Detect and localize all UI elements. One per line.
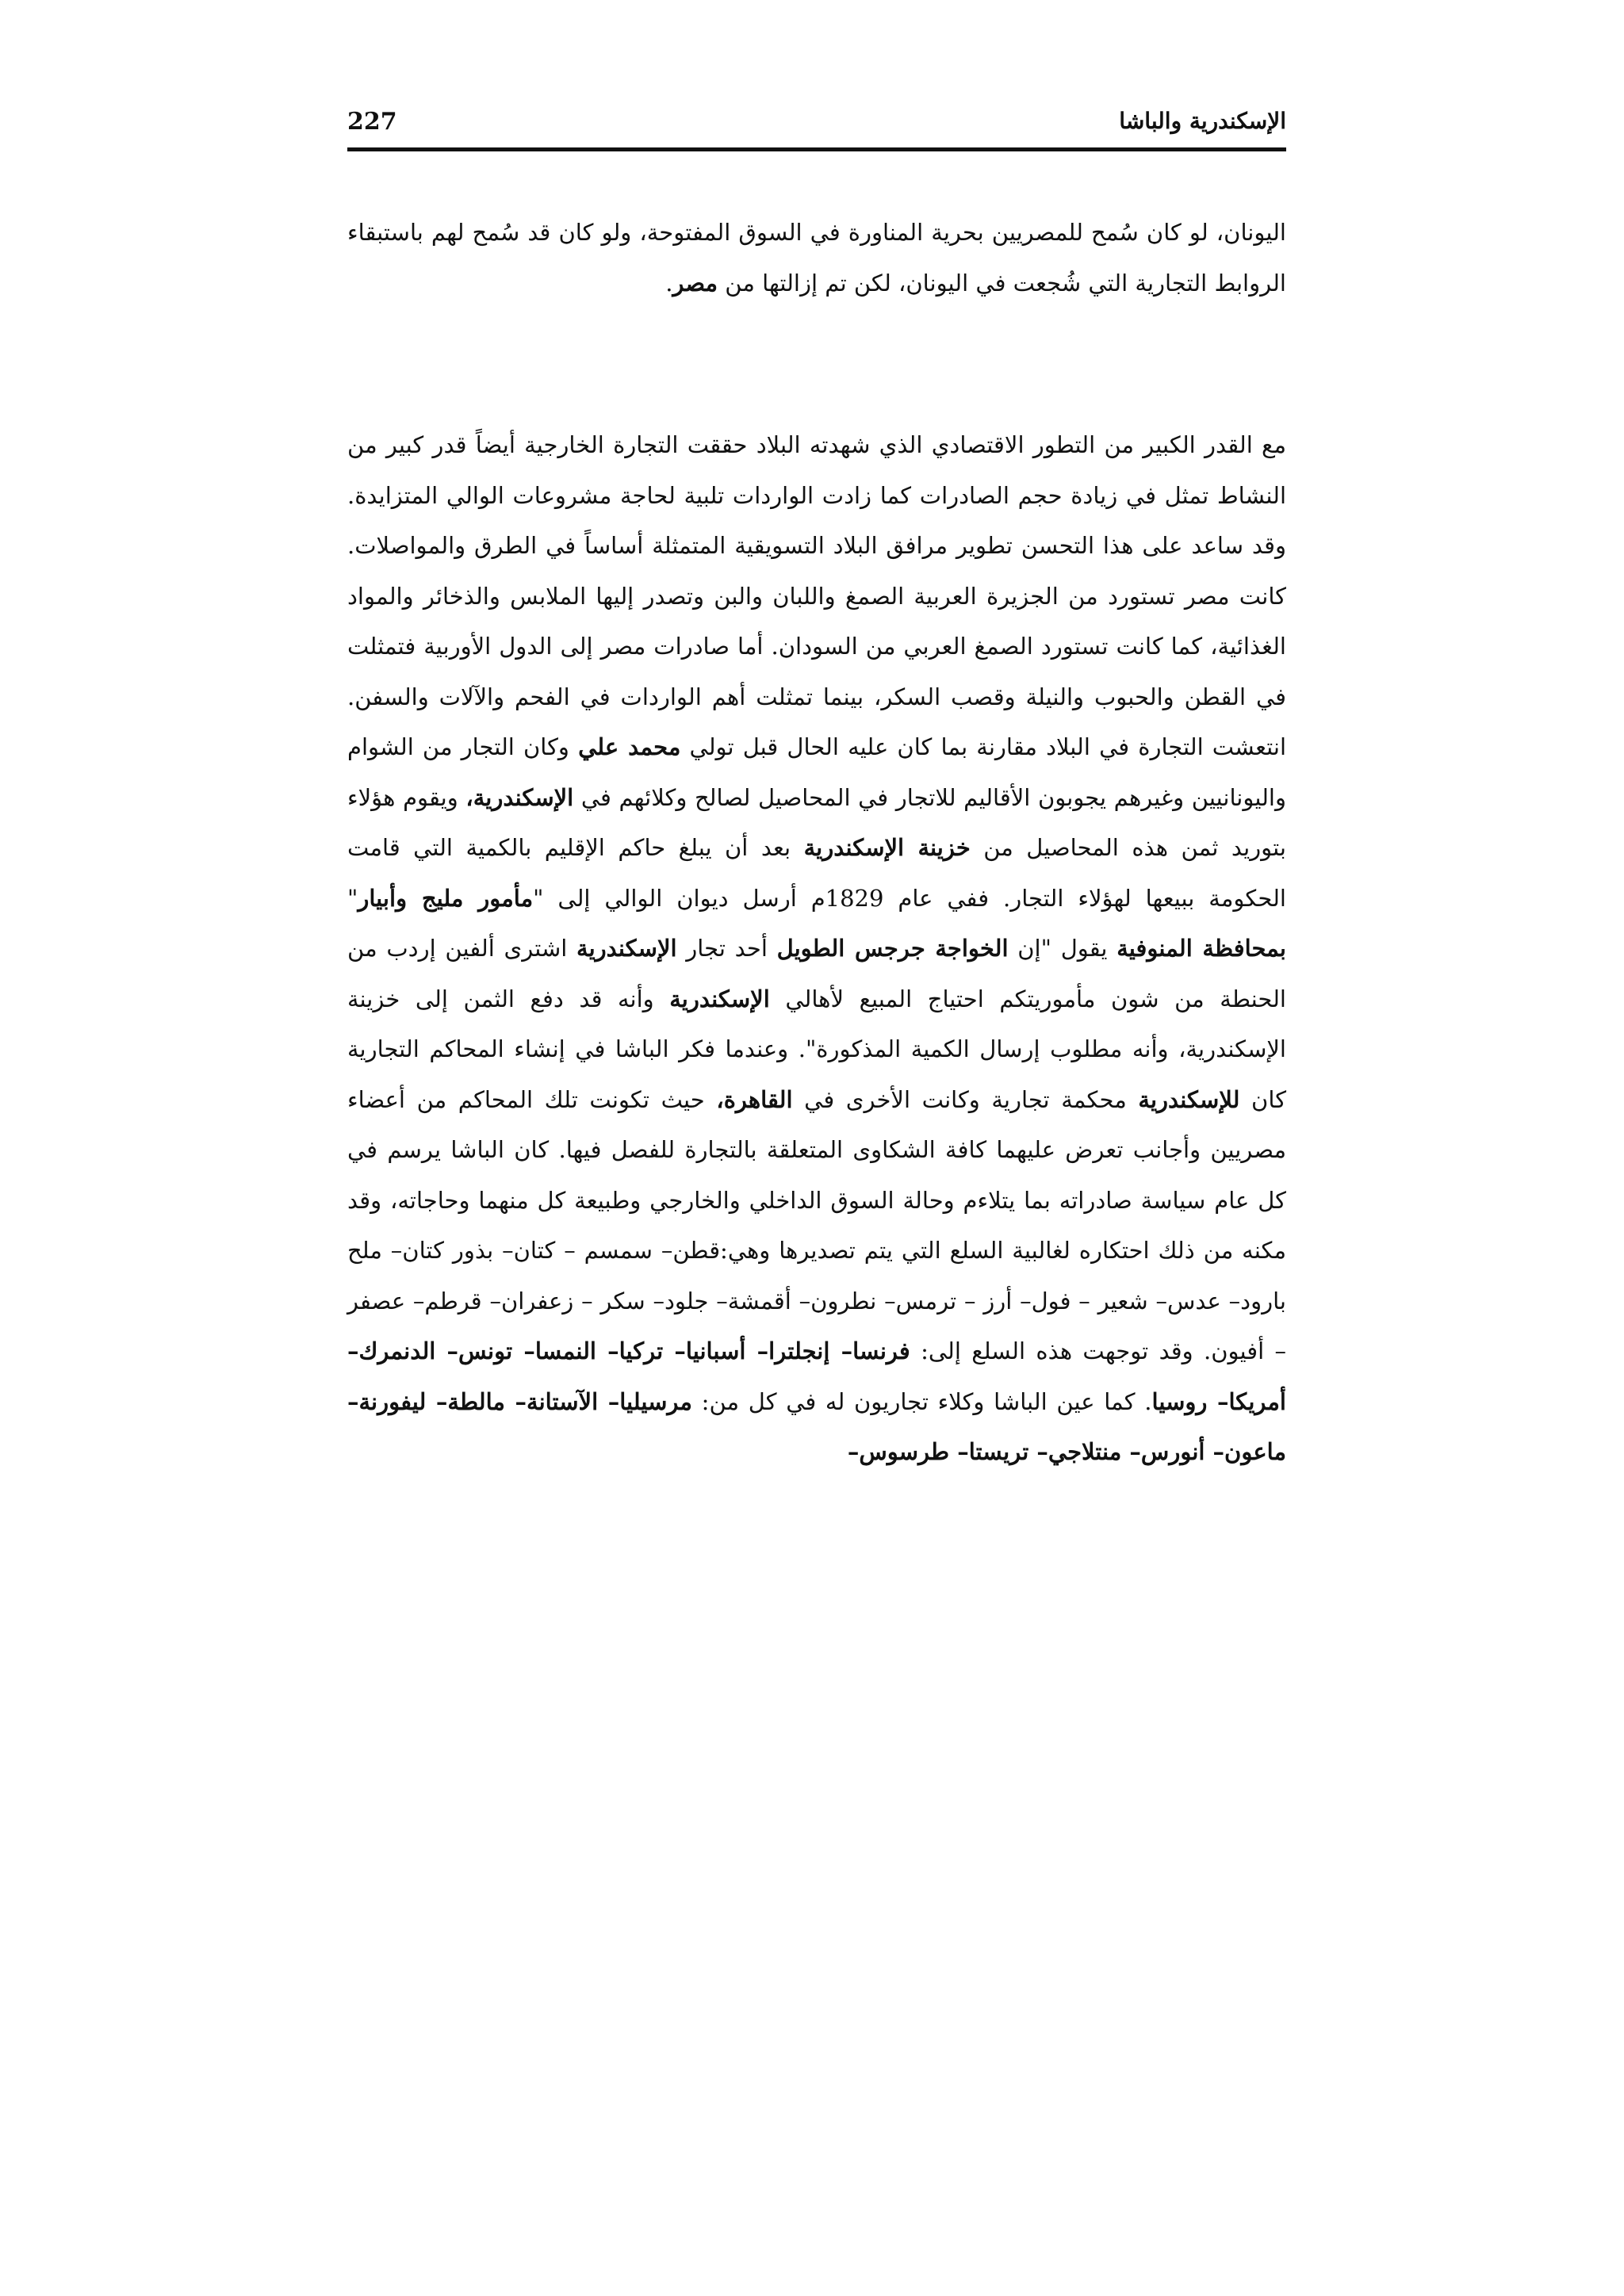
- bold-term-cities: مرسيليا– الآستانة– مالطة– ليفورنة– ماعون– أنورس– منتلاجي– تريستا– طرسوس–: [347, 1387, 1286, 1465]
- text-span: وأنه قد دفع الثمن إلى خزينة الإسكندرية، وأنه مطلوب إرسال الكمية المذكورة". وعندما فكر الباشا في إنشاء المحاكم التجارية كان: [347, 985, 1286, 1113]
- bold-term: الخواجة جرجس الطويل: [776, 935, 1009, 962]
- text-span: محكمة تجارية وكانت الأخرى في: [792, 1085, 1139, 1113]
- bold-term: القاهرة،: [716, 1085, 793, 1113]
- text-span: بعد أن يبلغ حاكم الإقليم بالكمية التي قامت الحكومة ببيعها لهؤلاء التجار. ففي عام 1829م أرسل ديوان الوالي إلى ": [347, 834, 1286, 912]
- page-header: [347, 101, 1286, 149]
- intro-paragraph-text: [347, 208, 1286, 308]
- bold-term: الإسكندرية: [669, 985, 770, 1012]
- running-title: الإسكندرية والباشا: [1119, 108, 1286, 134]
- bold-term: خزينة الإسكندرية: [803, 834, 971, 861]
- main-paragraph-text: [347, 420, 1286, 1478]
- text-span: ": [347, 884, 358, 912]
- text-span: ويقوم هؤلاء بتوريد ثمن هذه المحاصيل من: [347, 783, 1286, 861]
- bold-term: الإسكندرية: [576, 935, 677, 962]
- text-span: اشترى ألفين إردب من الحنطة من شون مأموريتكم احتياج المبيع لأهالي: [347, 935, 1286, 1012]
- bold-term: الإسكندرية،: [465, 783, 574, 811]
- header-rule: [347, 147, 1286, 151]
- text-span: .: [665, 269, 673, 297]
- page-number: 227: [347, 108, 397, 136]
- text-span: وكان التجار من الشوام واليونانيين وغيرهم يجوبون الأقاليم للاتجار في المحاصيل لصالح وكلائهم في: [347, 733, 1286, 811]
- text-span: مع القدر الكبير من التطور الاقتصادي الذي شهدته البلاد حققت التجارة الخارجية أيضاً قدر كبير من النشاط تمثل في زيادة حجم الصادرات كما زادت الواردات تلبية لحاجة مشروعات الوالي المتزايدة. وقد ساعد على هذا التحسن تطوير مرافق البلاد التسويقية المتمثلة أساساً في الطرق والمواصلات. كانت مصر تستورد من الجزيرة العربية الصمغ واللبان والبن وتصدر إليها الملابس والذخائر والمواد الغذائية، كما كانت تستورد الصمغ العربي من السودان. أما صادرات مصر إلى الدول الأوربية فتمثلت في القطن والحبوب والنيلة وقصب السكر، بينما تمثلت أهم الواردات في الفحم والآلات والسفن. انتعشت التجارة في البلاد مقارنة بما كان عليه الحال قبل تولي: [347, 431, 1287, 760]
- bold-term: مأمور مليج وأبيار: [358, 884, 534, 912]
- bold-term-egypt: مصر: [672, 269, 718, 297]
- text-span: اليونان، لو كان سُمح للمصريين بحرية المناورة في السوق المفتوحة، ولو كان قد سُمح لهم باستبقاء الروابط التجارية التي شُجعت في اليونان، لكن تم إزالتها من: [347, 219, 1286, 297]
- intro-paragraph: [347, 208, 1286, 308]
- bold-term: للإسكندرية: [1138, 1085, 1240, 1113]
- bold-term: محمد علي: [578, 733, 681, 760]
- bold-term: بمحافظة المنوفية: [1116, 935, 1286, 962]
- text-span: أحد تجار: [676, 935, 777, 962]
- bold-term-countries: فرنسا– إنجلترا– أسبانيا– تركيا– النمسا– تونس– الدنمرك– أمريكا– روسيا: [347, 1337, 1286, 1415]
- main-paragraph: [347, 420, 1286, 1478]
- text-span: يقول "إن: [1008, 935, 1117, 962]
- text-span: حيث تكونت تلك المحاكم من أعضاء مصريين وأجانب تعرض عليهما كافة الشكاوى المتعلقة بالتجارة للفصل فيها. كان الباشا يرسم في كل عام سياسة صادراته بما يتلاءم وحالة السوق الداخلي والخارجي وطبيعة كل منهما وحاجاته، وقد مكنه من ذلك احتكاره لغالبية السلع التي يتم تصديرها وهي:قطن– سمسم – كتان– بذور كتان– ملح بارود– عدس– شعير – فول– أرز – ترمس– نطرون– أقمشة– جلود– سكر – زعفران– قرطم– عصفر – أفيون. وقد توجهت هذه السلع إلى:: [347, 1085, 1286, 1364]
- text-span: . كما عين الباشا وكلاء تجاريون له في كل من:: [691, 1387, 1152, 1415]
